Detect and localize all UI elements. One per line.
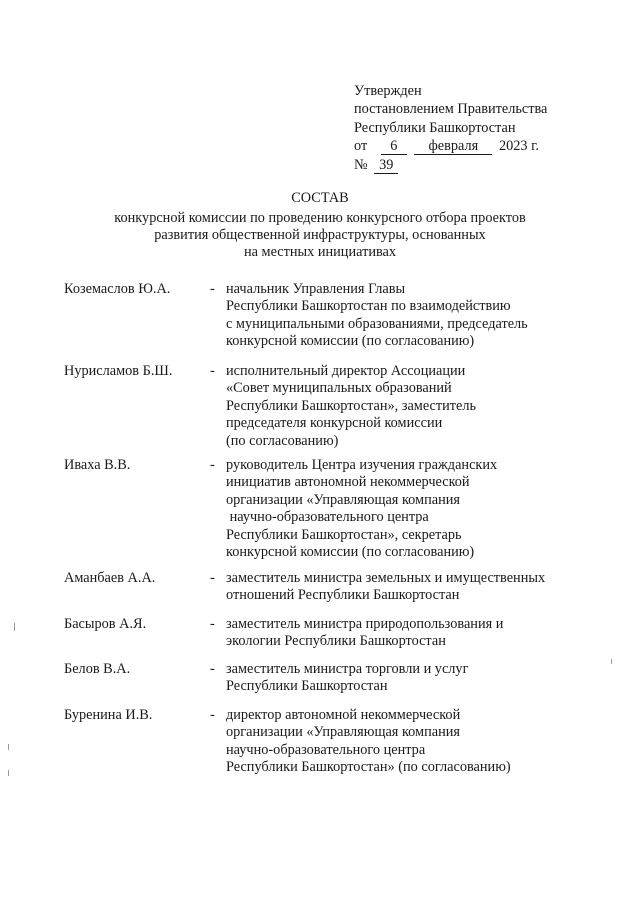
scan-mark <box>8 770 9 776</box>
member-name: Басыров А.Я. <box>64 616 147 632</box>
member-position <box>226 707 511 777</box>
position-line: Республики Башкортостан <box>226 678 388 695</box>
approval-number-value: 39 <box>374 158 398 174</box>
subtitle-line-1: конкурсной комиссии по проведению конкурсного отбора проектов <box>114 210 526 226</box>
approval-number <box>354 156 547 174</box>
member-dash: - <box>210 661 215 677</box>
position-line: заместитель министра земельных и имущественных <box>226 570 546 586</box>
approval-year: 2023 г. <box>498 138 539 155</box>
member-dash: - <box>210 570 215 586</box>
member-position <box>226 616 503 651</box>
position-line: Республики Башкортостан» (по согласованию) <box>226 759 511 776</box>
position-line: научно-образовательного центра <box>226 741 426 758</box>
position-line: (по согласованию) <box>226 432 339 449</box>
position-line: научно-образовательного центра <box>226 509 429 526</box>
approval-day: 6 <box>381 139 407 155</box>
position-line: с муниципальными образованиями, председатель <box>226 315 528 332</box>
member-name: Белов В.А. <box>64 661 131 677</box>
member-position <box>226 661 468 696</box>
member-name: Иваха В.В. <box>64 457 131 473</box>
approval-line-approved: Утвержден <box>354 83 422 99</box>
member-dash: - <box>210 281 215 297</box>
document-title: СОСТАВ <box>291 190 349 206</box>
position-line: заместитель министра природопользования и <box>226 616 504 632</box>
member-name: Нурисламов Б.Ш. <box>64 363 173 379</box>
position-line: руководитель Центра изучения гражданских <box>226 457 498 473</box>
member-position <box>226 570 545 605</box>
member-name: Коземаслов Ю.А. <box>64 281 171 297</box>
position-line: исполнительный директор Ассоциации <box>226 363 466 379</box>
approval-line-republic: Республики Башкортостан <box>354 119 516 136</box>
scan-mark <box>611 659 612 664</box>
position-line: «Совет муниципальных образований <box>226 380 452 397</box>
position-line: Республики Башкортостан по взаимодействию <box>226 298 511 315</box>
approval-line-decree: постановлением Правительства <box>354 101 548 118</box>
position-line: конкурсной комиссии (по согласованию) <box>226 544 475 561</box>
approval-month: февраля <box>414 139 492 155</box>
scan-mark <box>8 744 9 750</box>
member-position <box>226 457 497 561</box>
subtitle-line-3: на местных инициативах <box>243 244 397 260</box>
member-dash: - <box>210 457 215 473</box>
member-name: Буренина И.В. <box>64 707 153 723</box>
member-position <box>226 363 476 450</box>
position-line: инициатив автономной некоммерческой <box>226 474 470 491</box>
position-line: конкурсной комиссии (по согласованию) <box>226 333 475 350</box>
member-dash: - <box>210 707 215 723</box>
scan-mark <box>14 623 15 631</box>
position-line: Республики Башкортостан», секретарь <box>226 526 462 543</box>
position-line: директор автономной некоммерческой <box>226 707 461 723</box>
member-position <box>226 281 528 351</box>
position-line: организации «Управляющая компания <box>226 724 460 741</box>
approval-date-prefix: от <box>354 138 368 155</box>
position-line: начальник Управления Главы <box>226 281 406 297</box>
position-line: Республики Башкортостан», заместитель <box>226 397 477 414</box>
approval-date <box>354 137 547 155</box>
approval-stamp <box>354 82 547 174</box>
document-heading <box>0 190 640 261</box>
position-line: заместитель министра торговли и услуг <box>226 661 469 677</box>
position-line: председателя конкурсной комиссии <box>226 415 443 432</box>
approval-number-prefix: № <box>354 156 368 173</box>
member-dash: - <box>210 616 215 632</box>
position-line: экологии Республики Башкортостан <box>226 633 446 650</box>
position-line: организации «Управляющая компания <box>226 491 460 508</box>
member-name: Аманбаев А.А. <box>64 570 156 586</box>
member-dash: - <box>210 363 215 379</box>
subtitle-line-2: развития общественной инфраструктуры, основанных <box>154 227 486 243</box>
position-line: отношений Республики Башкортостан <box>226 587 460 604</box>
